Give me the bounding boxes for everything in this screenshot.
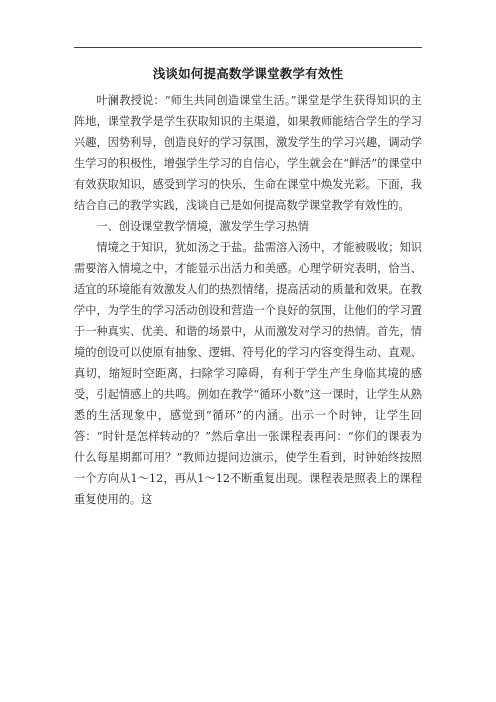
document-title: 浅谈如何提高数学课堂教学有效性 (152, 66, 344, 81)
header-rule (74, 47, 422, 48)
section-1-paragraph: 情境之于知识，犹如汤之于盐。盐需溶入汤中，才能被吸收；知识需要溶入情境之中，才能显示出活力和美感。心理学研究表明，恰当、适宜的环境能有效激发人们的热烈情绪，提高活动的质量和效果。在教学中，为学生的学习活动创设和营造一个良好的氛围，让他们的学习置于一种真实、优美、和谐的场景中，从而激发对学习的热情。首先，情境的创设可以使原有抽象、逻辑、符号化的学习内容变得生动、直观、真切，缩短时空距离，扫除学习障碍，有利于学生产生身临其境的感受，引起情感上的共鸣。例如在教学“循环小数”这一课时，让学生从熟悉的生活现象中，感觉到“循环”的内涵。出示一个时钟，让学生回答：“时针是怎样转动的？”然后拿出一张课程表再问：“你们的课表为什么每星期都可用？”教师边提问边演示，使学生看到，时钟始终按照一个方向从1～12，再从1～12不断重复出现。课程表是照表上的课程重复使用的。这 (74, 241, 422, 506)
intro-paragraph: 叶澜教授说：“师生共同创造课堂生活。”课堂是学生获得知识的主阵地，课堂教学是学生获取知识的主渠道，如果教师能结合学生的学习兴趣，因势利导，创造良好的学习氛围，激发学生的学习兴趣，调动学生学习的积极性，增强学生学习的自信心，学生就会在“鲜活”的课堂中有效获取知识，感受到学习的快乐，生命在课堂中焕发光彩。下面，我结合自己的教学实践，浅谈自己是如何提高数学课堂教学有效性的。 (74, 94, 422, 212)
section-heading-1: 一、创设课堂教学情境，激发学生学习热情 (96, 220, 309, 233)
document-body (74, 90, 422, 510)
